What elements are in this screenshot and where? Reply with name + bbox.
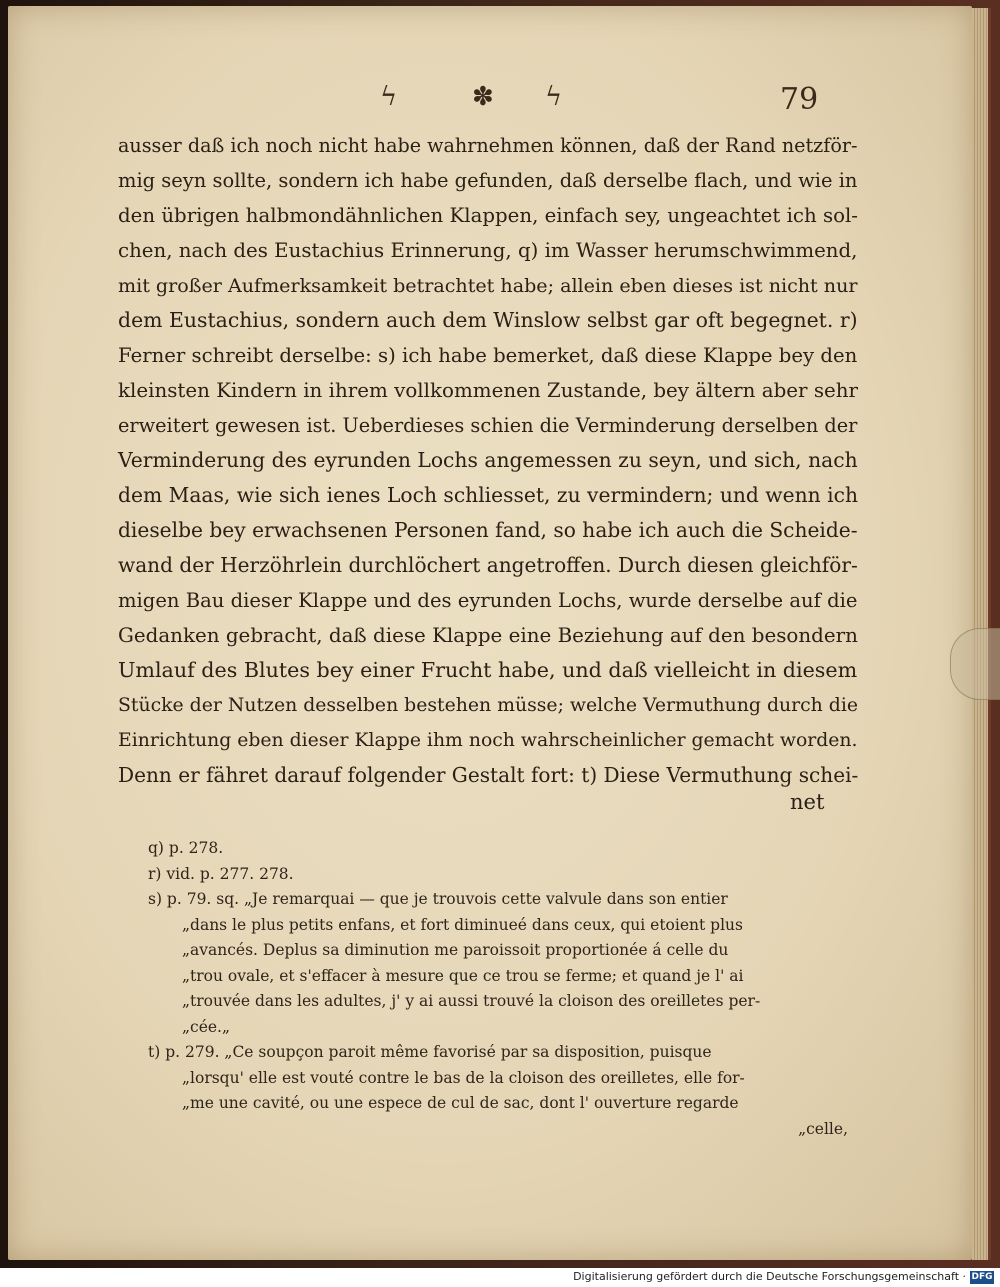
text-line: ausser daß ich noch nicht habe wahrnehmen können, daß der Rand netzför- [118, 134, 858, 157]
text-line: kleinsten Kindern in ihrem vollkommenen Zustande, bey ältern aber sehr [118, 379, 859, 402]
footnote-line: „trou ovale, et s'effacer à mesure que ce trou se ferme; et quand je l' ai [182, 966, 744, 985]
text-line: erweitert gewesen ist. Ueberdieses schien die Verminderung derselben der [118, 414, 858, 437]
text-line: migen Bau dieser Klappe und des eyrunden Lochs, wurde derselbe auf die [118, 589, 858, 612]
ornament-center-icon: ✽ [472, 82, 494, 112]
digitization-credit: Digitalisierung gefördert durch die Deutsche Forschungsgemeinschaft · [573, 1270, 966, 1283]
running-header [380, 82, 830, 122]
page-tab [950, 628, 1000, 700]
catchword: net [790, 790, 825, 814]
text-line: Umlauf des Blutes bey einer Frucht habe, und daß vielleicht in diesem [118, 658, 858, 682]
text-line: Ferner schreibt derselbe: s) ich habe bemerket, daß diese Klappe bey den [118, 344, 858, 367]
main-text [118, 128, 858, 793]
text-line: Stücke der Nutzen desselben bestehen müsse; welche Vermuthung durch die [118, 695, 859, 716]
text-line: Gedanken gebracht, daß diese Klappe eine Beziehung auf den besondern [118, 624, 858, 647]
footnote-line: r) vid. p. 277. 278. [148, 864, 294, 883]
text-line: den übrigen halbmondähnlichen Klappen, einfach sey, ungeachtet ich sol- [118, 204, 858, 227]
text-line: mig seyn sollte, sondern ich habe gefunden, daß derselbe flach, und wie in [118, 169, 858, 192]
footnote-line: „dans le plus petits enfans, et fort diminueé dans ceux, qui etoient plus [182, 915, 743, 934]
footnote-line: q) p. 278. [148, 839, 224, 857]
page-number: 79 [780, 82, 819, 117]
footnote-line: s) p. 79. sq. „Je remarquai — que je trouvois cette valvule dans son entier [148, 890, 728, 908]
text-line: dem Eustachius, sondern auch dem Winslow selbst gar oft begegnet. r) [118, 308, 858, 332]
text-line: Verminderung des eyrunden Lochs angemessen zu seyn, und sich, nach [118, 448, 858, 472]
text-line: Denn er fähret darauf folgender Gestalt fort: t) Diese Vermuthung schei- [118, 763, 859, 787]
footnote-line: „lorsqu' elle est vouté contre le bas de la cloison des oreilletes, elle for- [182, 1068, 745, 1087]
footnote-line: „avancés. Deplus sa diminution me paroissoit proportionée á celle du [182, 941, 729, 959]
text-line: wand der Herzöhrlein durchlöchert angetroffen. Durch diesen gleichför- [118, 553, 858, 577]
footnote-line: „cée.„ [182, 1017, 231, 1036]
footnote-line: „celle, [798, 1119, 848, 1138]
footnote-line: „trouvée dans les adultes, j' y ai aussi trouvé la cloison des oreilletes per- [182, 992, 761, 1010]
footnote-line: „me une cavité, ou une espece de cul de sac, dont l' ouverture regarde [182, 1094, 739, 1112]
footnotes [148, 836, 868, 1142]
footnote-line: t) p. 279. „Ce soupçon paroit même favorisé par sa disposition, puisque [148, 1043, 712, 1061]
ornament-right-icon: ϟ [545, 82, 563, 112]
text-line: dem Maas, wie sich ienes Loch schliesset, zu vermindern; und wenn ich [118, 483, 858, 507]
text-line: mit großer Aufmerksamkeit betrachtet habe; allein eben dieses ist nicht nur [118, 274, 858, 297]
text-line: dieselbe bey erwachsenen Personen fand, so habe ich auch die Scheide- [118, 518, 858, 542]
ornament-left-icon: ϟ [380, 82, 398, 112]
text-line: chen, nach des Eustachius Erinnerung, q) im Wasser herumschwimmend, [118, 239, 858, 262]
dfg-logo: DFG [971, 1272, 993, 1282]
text-line: Einrichtung eben dieser Klappe ihm noch wahrscheinlicher gemacht worden. [118, 730, 858, 751]
